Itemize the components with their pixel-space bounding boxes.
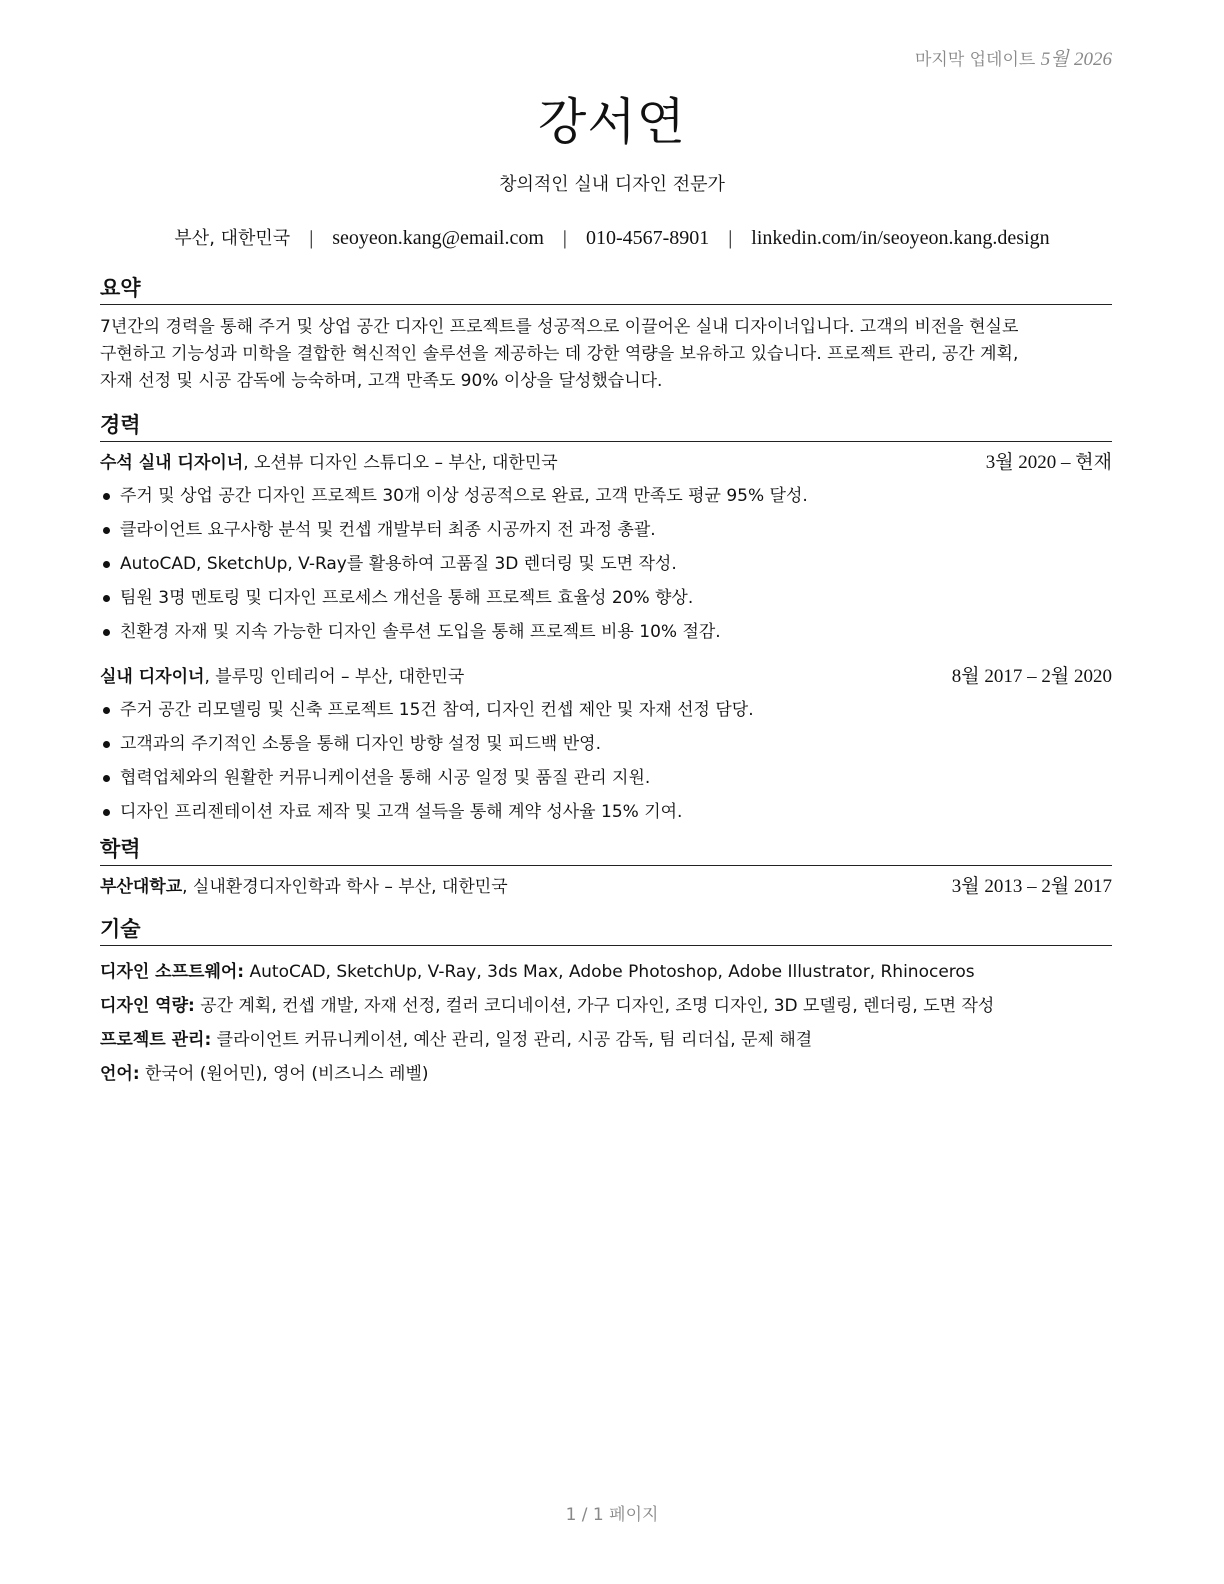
summary-line: 구현하고 기능성과 미학을 결합한 혁신적인 솔루션을 제공하는 데 강한 역량을 보유하고 있습니다. 프로젝트 관리, 공간 계획, <box>100 344 1019 364</box>
last-updated-month: 5월 <box>1040 49 1069 70</box>
job-bullet: 친환경 자재 및 지속 가능한 디자인 솔루션 도입을 통해 프로젝트 비용 10% 절감. <box>100 615 1112 649</box>
contact-separator: | <box>309 227 314 249</box>
contact-separator: | <box>728 227 733 249</box>
summary-heading: 요약 <box>100 274 1112 305</box>
education-section <box>100 835 1112 899</box>
education-detail: , 실내환경디자인학과 학사 – 부산, 대한민국 <box>182 877 508 897</box>
page-number: 1 / 1 페이지 <box>565 1505 659 1525</box>
job-bullet: AutoCAD, SketchUp, V-Ray를 활용하여 고품질 3D 렌더링 및 도면 작성. <box>100 547 1112 581</box>
job-role: 수석 실내 디자이너 <box>100 453 244 473</box>
skill-label: 디자인 역량: <box>100 996 195 1016</box>
last-updated-label: 마지막 업데이트 <box>914 50 1036 70</box>
last-updated-year: 2026 <box>1074 49 1112 70</box>
skill-value: 한국어 (원어민), 영어 (비즈니스 레벨) <box>139 1064 429 1084</box>
job-bullet: 고객과의 주기적인 소통을 통해 디자인 방향 설정 및 피드백 반영. <box>100 727 1112 761</box>
contact-phone: 010-4567-8901 <box>585 227 710 249</box>
job-bullet: 클라이언트 요구사항 분석 및 컨셉 개발부터 최종 시공까지 전 과정 총괄. <box>100 513 1112 547</box>
job-bullets <box>100 693 1112 829</box>
skill-label: 언어: <box>100 1064 140 1084</box>
education-dates: 3월 2013 – 2월 2017 <box>951 876 1112 897</box>
job-header <box>100 665 1112 689</box>
skill-row <box>100 1057 1112 1091</box>
contact-location: 부산, 대한민국 <box>174 228 291 249</box>
resume-name: 강서연 <box>538 93 686 151</box>
skill-row <box>100 1023 1112 1057</box>
education-heading: 학력 <box>100 835 1112 866</box>
last-updated <box>915 44 1112 71</box>
skill-value: 공간 계획, 컨셉 개발, 자재 선정, 컬러 코디네이션, 가구 디자인, 조명 디자인, 3D 모델링, 렌더링, 도면 작성 <box>194 996 995 1016</box>
summary-text <box>100 314 1112 395</box>
job-bullet: 협력업체와의 원활한 커뮤니케이션을 통해 시공 일정 및 품질 관리 지원. <box>100 761 1112 795</box>
summary-line: 7년간의 경력을 통해 주거 및 상업 공간 디자인 프로젝트를 성공적으로 이끌어온 실내 디자이너입니다. 고객의 비전을 현실로 <box>100 317 1019 337</box>
job-bullet: 주거 및 상업 공간 디자인 프로젝트 30개 이상 성공적으로 완료, 고객 만족도 평균 95% 달성. <box>100 479 1112 513</box>
job-header <box>100 451 1112 475</box>
skills-heading: 기술 <box>100 915 1112 946</box>
job-company: , 오션뷰 디자인 스튜디오 – 부산, 대한민국 <box>243 453 558 473</box>
resume-body <box>100 274 1112 1091</box>
skills-section <box>100 915 1112 1091</box>
job-bullets <box>100 479 1112 649</box>
resume-tagline: 창의적인 실내 디자인 전문가 <box>499 174 725 195</box>
contact-line <box>0 224 1224 250</box>
experience-heading: 경력 <box>100 411 1112 442</box>
skill-value: AutoCAD, SketchUp, V-Ray, 3ds Max, Adobe Photoshop, Adobe Illustrator, Rhinoceros <box>244 962 975 982</box>
skill-row <box>100 989 1112 1023</box>
summary-line: 자재 선정 및 시공 감독에 능숙하며, 고객 만족도 90% 이상을 달성했습니다. <box>100 371 663 391</box>
education-entry <box>100 875 1112 899</box>
contact-linkedin[interactable]: linkedin.com/in/seoyeon.kang.design <box>751 227 1050 249</box>
contact-email[interactable]: seoyeon.kang@email.com <box>332 227 544 249</box>
job-bullet: 디자인 프리젠테이션 자료 제작 및 고객 설득을 통해 계약 성사율 15% 기여. <box>100 795 1112 829</box>
job-role: 실내 디자이너 <box>100 667 205 687</box>
job-dates: 3월 2020 – 현재 <box>985 452 1112 473</box>
skill-row <box>100 955 1112 989</box>
job-company: , 블루밍 인테리어 – 부산, 대한민국 <box>204 667 465 687</box>
skill-value: 클라이언트 커뮤니케이션, 예산 관리, 일정 관리, 시공 감독, 팀 리더십, 문제 해결 <box>211 1030 813 1050</box>
skill-label: 디자인 소프트웨어: <box>100 962 245 982</box>
job-dates: 8월 2017 – 2월 2020 <box>951 666 1112 687</box>
job-bullet: 주거 공간 리모델링 및 신축 프로젝트 15건 참여, 디자인 컨셉 제안 및 자재 선정 담당. <box>100 693 1112 727</box>
job-bullet: 팀원 3명 멘토링 및 디자인 프로세스 개선을 통해 프로젝트 효율성 20% 향상. <box>100 581 1112 615</box>
job-entry <box>100 451 1112 649</box>
job-entry <box>100 665 1112 829</box>
education-school: 부산대학교 <box>100 877 183 897</box>
skill-label: 프로젝트 관리: <box>100 1030 212 1050</box>
contact-separator: | <box>562 227 567 249</box>
